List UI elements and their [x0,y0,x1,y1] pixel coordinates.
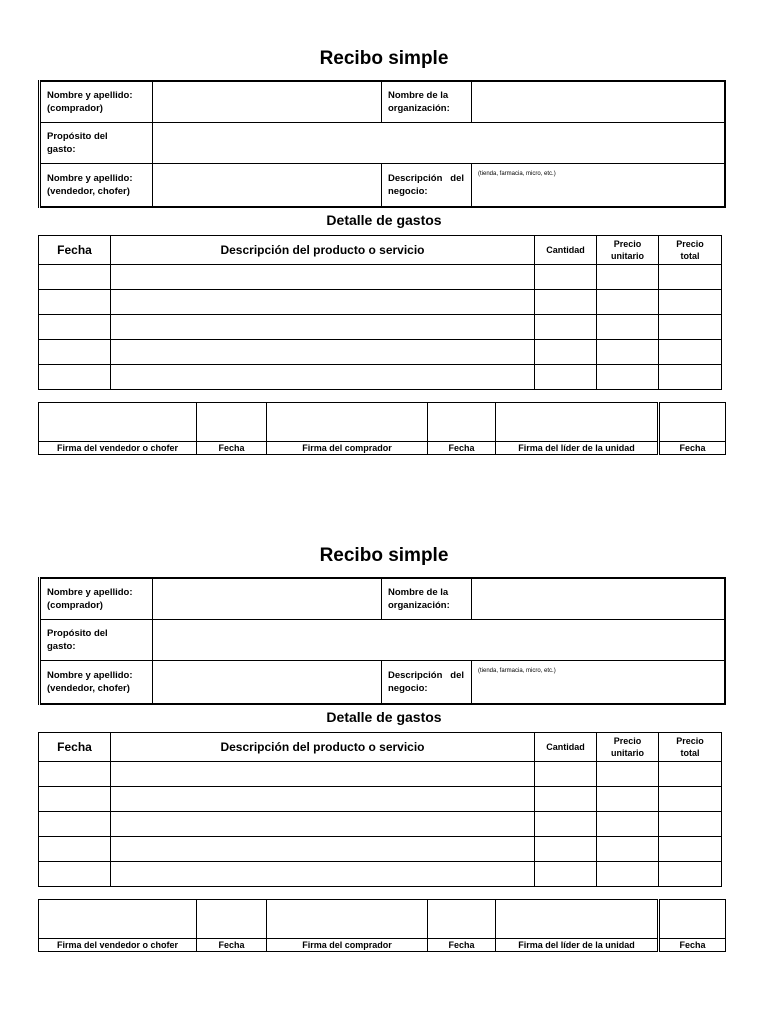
expense-purpose-field[interactable] [153,123,726,164]
total-price-cell[interactable] [659,365,722,390]
unit-price-cell[interactable] [597,365,659,390]
leader-signature-label: Firma del líder de la unidad [496,442,659,455]
table-row [39,812,722,837]
total-price-cell[interactable] [659,862,722,887]
date-cell[interactable] [39,862,111,887]
date-cell[interactable] [39,265,111,290]
table-row [39,862,722,887]
table-row [39,290,722,315]
business-description-hint: (tienda, farmacia, micro, etc.) [478,171,556,177]
expense-purpose-field[interactable] [153,620,726,661]
seller-signature-date-label: Fecha [197,442,267,455]
leader-signature-label: Firma del líder de la unidad [496,939,659,952]
total-price-cell[interactable] [659,787,722,812]
expense-purpose-label: Propósito del gasto: [40,123,153,164]
column-header-date: Fecha [39,733,111,762]
organization-name-field[interactable] [472,81,726,123]
table-row [39,365,722,390]
leader-signature-box[interactable] [496,900,659,939]
total-price-cell[interactable] [659,812,722,837]
business-description-label: Descripción del negocio: [382,661,472,705]
column-header-quantity: Cantidad [535,733,597,762]
total-price-cell[interactable] [659,290,722,315]
expense-details-table [38,732,722,887]
quantity-cell[interactable] [535,290,597,315]
buyer-signature-box[interactable] [267,900,428,939]
leader-signature-date-label: Fecha [659,442,726,455]
description-cell[interactable] [111,862,535,887]
date-cell[interactable] [39,762,111,787]
buyer-signature-date-label: Fecha [428,442,496,455]
description-cell[interactable] [111,812,535,837]
date-cell[interactable] [39,340,111,365]
description-cell[interactable] [111,290,535,315]
quantity-cell[interactable] [535,315,597,340]
description-cell[interactable] [111,787,535,812]
description-cell[interactable] [111,315,535,340]
unit-price-cell[interactable] [597,265,659,290]
table-row [39,340,722,365]
seller-name-label: Nombre y apellido: (vendedor, chofer) [40,661,153,705]
seller-name-field[interactable] [153,164,382,208]
table-row [39,315,722,340]
buyer-name-field[interactable] [153,578,382,620]
expense-purpose-label: Propósito del gasto: [40,620,153,661]
leader-signature-box[interactable] [496,403,659,442]
quantity-cell[interactable] [535,862,597,887]
unit-price-cell[interactable] [597,290,659,315]
buyer-name-label: Nombre y apellido: (comprador) [40,578,153,620]
total-price-cell[interactable] [659,837,722,862]
column-header-unit-price: Precio unitario [597,236,659,265]
receipt-info-table [38,577,726,705]
total-price-cell[interactable] [659,340,722,365]
seller-signature-box[interactable] [39,403,197,442]
business-description-label: Descripción del negocio: [382,164,472,208]
signatures-table [38,899,726,952]
expense-details-title: Detalle de gastos [326,709,442,725]
seller-signature-date-box[interactable] [197,900,267,939]
buyer-signature-date-box[interactable] [428,403,496,442]
business-description-field[interactable] [472,661,726,705]
seller-signature-date-box[interactable] [197,403,267,442]
description-cell[interactable] [111,365,535,390]
buyer-signature-label: Firma del comprador [267,939,428,952]
expense-details-table [38,235,722,390]
organization-name-label: Nombre de la organización: [382,578,472,620]
leader-signature-date-box[interactable] [659,900,726,939]
receipt-title: Recibo simple [319,48,449,69]
table-row [39,787,722,812]
receipt-info-table [38,80,726,208]
quantity-cell[interactable] [535,340,597,365]
description-cell[interactable] [111,265,535,290]
date-cell[interactable] [39,365,111,390]
quantity-cell[interactable] [535,787,597,812]
seller-signature-label: Firma del vendedor o chofer [39,939,197,952]
business-description-field[interactable] [472,164,726,208]
quantity-cell[interactable] [535,837,597,862]
description-cell[interactable] [111,837,535,862]
business-description-hint: (tienda, farmacia, micro, etc.) [478,668,556,674]
buyer-signature-box[interactable] [267,403,428,442]
unit-price-cell[interactable] [597,812,659,837]
total-price-cell[interactable] [659,265,722,290]
buyer-signature-label: Firma del comprador [267,442,428,455]
organization-name-label: Nombre de la organización: [382,81,472,123]
seller-name-field[interactable] [153,661,382,705]
seller-signature-label: Firma del vendedor o chofer [39,442,197,455]
quantity-cell[interactable] [535,762,597,787]
buyer-name-field[interactable] [153,81,382,123]
quantity-cell[interactable] [535,812,597,837]
description-cell[interactable] [111,340,535,365]
column-header-description: Descripción del producto o servicio [111,733,535,762]
column-header-unit-price: Precio unitario [597,733,659,762]
buyer-signature-date-box[interactable] [428,900,496,939]
column-header-quantity: Cantidad [535,236,597,265]
seller-signature-box[interactable] [39,900,197,939]
leader-signature-date-label: Fecha [659,939,726,952]
leader-signature-date-box[interactable] [659,403,726,442]
organization-name-field[interactable] [472,578,726,620]
signatures-table [38,402,726,455]
buyer-name-label: Nombre y apellido: (comprador) [40,81,153,123]
seller-name-label: Nombre y apellido: (vendedor, chofer) [40,164,153,208]
column-header-total-price: Precio total [659,236,722,265]
description-cell[interactable] [111,762,535,787]
unit-price-cell[interactable] [597,837,659,862]
table-row [39,265,722,290]
column-header-total-price: Precio total [659,733,722,762]
buyer-signature-date-label: Fecha [428,939,496,952]
total-price-cell[interactable] [659,762,722,787]
table-row [39,837,722,862]
expense-details-title: Detalle de gastos [326,212,442,228]
unit-price-cell[interactable] [597,787,659,812]
unit-price-cell[interactable] [597,315,659,340]
seller-signature-date-label: Fecha [197,939,267,952]
total-price-cell[interactable] [659,315,722,340]
unit-price-cell[interactable] [597,340,659,365]
column-header-description: Descripción del producto o servicio [111,236,535,265]
date-cell[interactable] [39,290,111,315]
date-cell[interactable] [39,837,111,862]
column-header-date: Fecha [39,236,111,265]
date-cell[interactable] [39,812,111,837]
unit-price-cell[interactable] [597,862,659,887]
date-cell[interactable] [39,315,111,340]
table-row [39,762,722,787]
date-cell[interactable] [39,787,111,812]
quantity-cell[interactable] [535,265,597,290]
quantity-cell[interactable] [535,365,597,390]
unit-price-cell[interactable] [597,762,659,787]
receipt-title: Recibo simple [319,545,449,566]
